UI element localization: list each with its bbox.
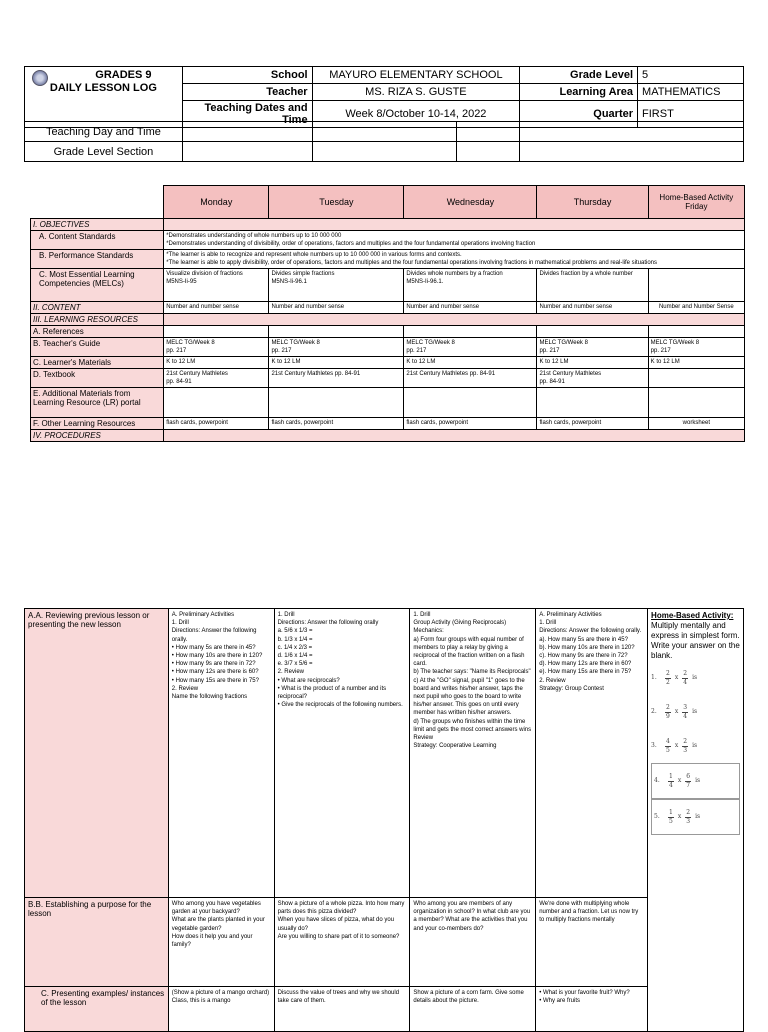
numerator: 2	[686, 808, 691, 816]
resources-heading: III. LEARNING RESOURCES	[31, 314, 164, 326]
procedure-b-wednesday: Who among you are members of any organization in school? In what club are you a member? What are the activities that you and your co-members do?	[410, 898, 536, 987]
fraction	[665, 670, 671, 687]
grade-section-label: Grade Level Section	[25, 142, 183, 162]
times-icon: x	[674, 707, 679, 715]
day-thursday: Thursday	[537, 186, 648, 219]
grade-level-value: 5	[638, 67, 744, 84]
denominator: 5	[669, 817, 673, 825]
learning-area-label: Learning Area	[520, 84, 638, 101]
denominator: 4	[683, 678, 688, 686]
content-wednesday: Number and number sense	[404, 302, 537, 314]
procedures-table	[24, 608, 744, 1032]
textbook-monday: 21st Century Mathletes pp. 84-91	[164, 369, 269, 388]
procedure-a-wednesday: 1. Drill Group Activity (Giving Reciprocals) Mechanics: a) Form four groups with equal number of members to play a relay by giving a reciprocal of the fraction written on a flash card. b) The teacher says: "Name its Reciprocals" c) At the "GO" signal, pupil "1" goes to the board and writes his/her answer, taps the next pupil who goes to the board to write his/her answer. This goes on until every member has written his/her answers. d) The groups who finishes within the time limit and gets the most correct answers wins Review Strategy: Cooperative Learning	[410, 609, 536, 898]
melc-thursday: Divides fraction by a whole number	[537, 269, 648, 302]
teacher-guide-friday: MELC TG/Week 8 pp. 217	[648, 338, 744, 357]
melc-monday: Visualize division of fractions M5NS-Ii-95	[164, 269, 269, 302]
teacher-guide-label: B. Teacher's Guide	[31, 338, 164, 357]
content-thursday: Number and number sense	[537, 302, 648, 314]
fraction	[682, 704, 688, 721]
procedure-c-tuesday: Discuss the value of trees and why we should take care of them.	[274, 987, 410, 1032]
school-value: MAYURO ELEMENTARY SCHOOL	[312, 67, 520, 84]
home-based-text: Multiply mentally and express in simplest form. Write your answer on the blank.	[651, 621, 740, 660]
home-based-item	[651, 799, 740, 835]
numerator: 1	[669, 808, 673, 816]
textbook-wednesday: 21st Century Mathletes pp. 84-91	[404, 369, 537, 388]
grades-label: GRADES 9	[95, 69, 152, 81]
content-friday: Number and Number Sense	[648, 302, 744, 314]
home-based-items	[651, 661, 740, 835]
content-standard-2: *Demonstrates understanding of divisibility, order of operations, factors and multiples and the four fundamental operations involving fraction	[166, 241, 536, 247]
quarter-value: FIRST	[638, 101, 744, 128]
procedure-b-label: B.B. Establishing a purpose for the lesson	[25, 898, 169, 987]
item-tail: is	[692, 741, 698, 749]
denominator: 4	[683, 712, 688, 720]
home-based-item	[651, 695, 740, 729]
content-monday: Number and number sense	[164, 302, 269, 314]
dates-label: Teaching Dates and Time	[182, 101, 312, 128]
home-based-item	[651, 661, 740, 695]
procedures-heading: IV. PROCEDURES	[31, 430, 164, 442]
learners-wednesday: K to 12 LM	[404, 357, 537, 369]
teacher-value: MS. RIZA S. GUSTE	[312, 84, 520, 101]
textbook-label: D. Textbook	[31, 369, 164, 388]
performance-standards-label: B. Performance Standards	[31, 250, 164, 269]
teacher-guide-tuesday: MELC TG/Week 8 pp. 217	[269, 338, 404, 357]
numerator: 4	[666, 737, 670, 745]
denominator: 2	[666, 678, 670, 686]
teacher-guide-monday: MELC TG/Week 8 pp. 217	[164, 338, 269, 357]
learners-friday: K to 12 LM	[648, 357, 744, 369]
home-based-label: Home-Based Activity	[659, 193, 734, 202]
item-number: 3.	[651, 741, 657, 749]
procedure-c-monday: (Show a picture of a mango orchard) Class, this is a mango	[168, 987, 274, 1032]
teacher-guide-thursday: MELC TG/Week 8 pp. 217	[537, 338, 648, 357]
procedure-a-monday: A. Preliminary Activities 1. Drill Directions: Answer the following orally. • How many 5s are there in 45? • How many 10s are there in 120? • How many 9s are there in 72? • How many 12s are there is 60? • How many 15s are there in 75? 2. Review Name the following fractions	[168, 609, 274, 898]
procedure-a-thursday: A. Preliminary Activities 1. Drill Directions: Answer the following orally. a). How many 5s are there in 45? b). How many 10s are there in 120? c). How many 9s are there in 72? d). How many 12s are there in 60? e). How many 15s are there in 75? 2. Review Strategy: Group Contest	[536, 609, 648, 898]
item-number: 5.	[654, 812, 660, 820]
fraction	[685, 809, 691, 826]
grade-level-label: Grade Level	[520, 67, 638, 84]
denominator: 4	[669, 781, 673, 789]
item-number: 1.	[651, 673, 657, 681]
procedure-b-tuesday: Show a picture of a whole pizza. Into how many parts does this pizza divided? When you have slices of pizza, what do you usually do? Are you willing to share part of it to someone?	[274, 898, 410, 987]
home-based-item	[651, 763, 740, 799]
home-based-item	[651, 729, 740, 763]
procedure-a-tuesday: 1. Drill Directions: Answer the following orally a. 5/6 x 1/3 = b. 1/3 x 1/4 = c. 1/4 x 2/3 = d. 1/6 x 1/4 = e. 3/7 x 5/6 = 2. Review • What are reciprocals? • What is the product of a number and its reciprocal? • Give the reciprocals of the following numbers.	[274, 609, 410, 898]
day-section-table	[24, 121, 744, 162]
melc-wednesday: Divides whole numbers by a fraction M5NS-Ii-96.1.	[404, 269, 537, 302]
header-title	[25, 67, 183, 128]
content-standard-1: *Demonstrates understanding of whole numbers up to 10 000 000	[166, 233, 342, 239]
numerator: 2	[683, 737, 688, 745]
numerator: 1	[669, 772, 673, 780]
item-tail: is	[692, 707, 698, 715]
school-label: School	[182, 67, 312, 84]
numerator: 6	[686, 772, 691, 780]
home-based-title: Home-Based Activity:	[651, 611, 734, 620]
other-wednesday: flash cards, powerpoint	[404, 418, 537, 430]
quarter-label: Quarter	[520, 101, 638, 128]
content-tuesday: Number and number sense	[269, 302, 404, 314]
other-monday: flash cards, powerpoint	[164, 418, 269, 430]
learning-area-value: MATHEMATICS	[638, 84, 744, 101]
denominator: 3	[683, 746, 688, 754]
procedure-c-label: C. Presenting examples/ instances of the lesson	[25, 987, 169, 1032]
teacher-guide-wednesday: MELC TG/Week 8 pp. 217	[404, 338, 537, 357]
performance-standard-2: *The learner is able to apply divisibility, order of operations, factors and multiples and the four fundamental operations involving fractions in mathematical problems and real-life situations	[166, 260, 658, 266]
fraction	[665, 704, 671, 721]
dates-value: Week 8/October 10-14, 2022	[312, 101, 520, 128]
procedure-a-label: A.A. Reviewing previous lesson or presenting the new lesson	[25, 609, 169, 898]
item-number: 4.	[654, 776, 660, 784]
other-resources-label: F. Other Learning Resources	[31, 418, 164, 430]
fraction	[682, 670, 688, 687]
day-monday: Monday	[164, 186, 269, 219]
content-standards-label: A. Content Standards	[31, 231, 164, 250]
item-tail: is	[695, 776, 701, 784]
other-tuesday: flash cards, powerpoint	[269, 418, 404, 430]
day-wednesday: Wednesday	[404, 186, 537, 219]
numerator: 2	[683, 669, 688, 677]
procedure-b-thursday: We're done with multiplying whole number and a fraction. Let us now try to multiply fractions mentally	[536, 898, 648, 987]
procedure-c-thursday: • What is your favorite fruit? Why? • Why are fruits	[536, 987, 648, 1032]
references-label: A. References	[31, 326, 164, 338]
numerator: 3	[683, 703, 688, 711]
header-table	[24, 66, 744, 128]
objectives-heading: I. OBJECTIVES	[31, 219, 164, 231]
learners-tuesday: K to 12 LM	[269, 357, 404, 369]
content-heading: II. CONTENT	[31, 302, 164, 314]
other-thursday: flash cards, powerpoint	[537, 418, 648, 430]
item-number: 2.	[651, 707, 657, 715]
day-home-based	[648, 186, 744, 219]
fraction	[682, 738, 688, 755]
learners-monday: K to 12 LM	[164, 357, 269, 369]
denominator: 9	[666, 712, 670, 720]
day-friday: Friday	[685, 202, 708, 211]
textbook-thursday: 21st Century Mathletes pp. 84-91	[537, 369, 648, 388]
melc-label: C. Most Essential Learning Competencies (MELCs)	[31, 269, 164, 302]
item-tail: is	[695, 812, 701, 820]
teaching-day-label: Teaching Day and Time	[25, 122, 183, 142]
objectives-table	[30, 185, 745, 442]
numerator: 2	[666, 669, 670, 677]
times-icon: x	[674, 673, 679, 681]
teacher-label: Teacher	[182, 84, 312, 101]
textbook-friday	[648, 369, 744, 388]
denominator: 7	[686, 781, 691, 789]
learners-thursday: K to 12 LM	[537, 357, 648, 369]
item-tail: is	[692, 673, 698, 681]
day-tuesday: Tuesday	[269, 186, 404, 219]
denominator: 3	[686, 817, 691, 825]
additional-materials-label: E. Additional Materials from Learning Resource (LR) portal	[31, 388, 164, 418]
other-friday: worksheet	[648, 418, 744, 430]
fraction	[668, 809, 674, 826]
times-icon: x	[677, 776, 682, 784]
times-icon: x	[677, 812, 682, 820]
fraction	[665, 738, 671, 755]
times-icon: x	[674, 741, 679, 749]
fraction	[668, 773, 674, 790]
melc-tuesday: Divides simple fractions M5NS-Ii-96.1	[269, 269, 404, 302]
content-standards	[164, 231, 745, 250]
home-based-activity	[648, 609, 744, 1032]
performance-standard-1: *The learner is able to recognize and represent whole numbers up to 10 000 000 in various forms and contexts.	[166, 252, 462, 258]
denominator: 5	[666, 746, 670, 754]
learners-materials-label: C. Learner's Materials	[31, 357, 164, 369]
procedure-c-wednesday: Show a picture of a corn farm. Give some details about the picture.	[410, 987, 536, 1032]
daily-lesson-log-label: DAILY LESSON LOG	[49, 82, 157, 94]
fraction	[685, 773, 691, 790]
textbook-tuesday: 21st Century Mathletes pp. 84-91	[269, 369, 404, 388]
performance-standards	[164, 250, 745, 269]
numerator: 2	[666, 703, 670, 711]
melc-friday	[648, 269, 744, 302]
procedure-b-monday: Who among you have vegetables garden at your backyard? What are the plants planted in your vegetable garden? How does it help you and your family?	[168, 898, 274, 987]
